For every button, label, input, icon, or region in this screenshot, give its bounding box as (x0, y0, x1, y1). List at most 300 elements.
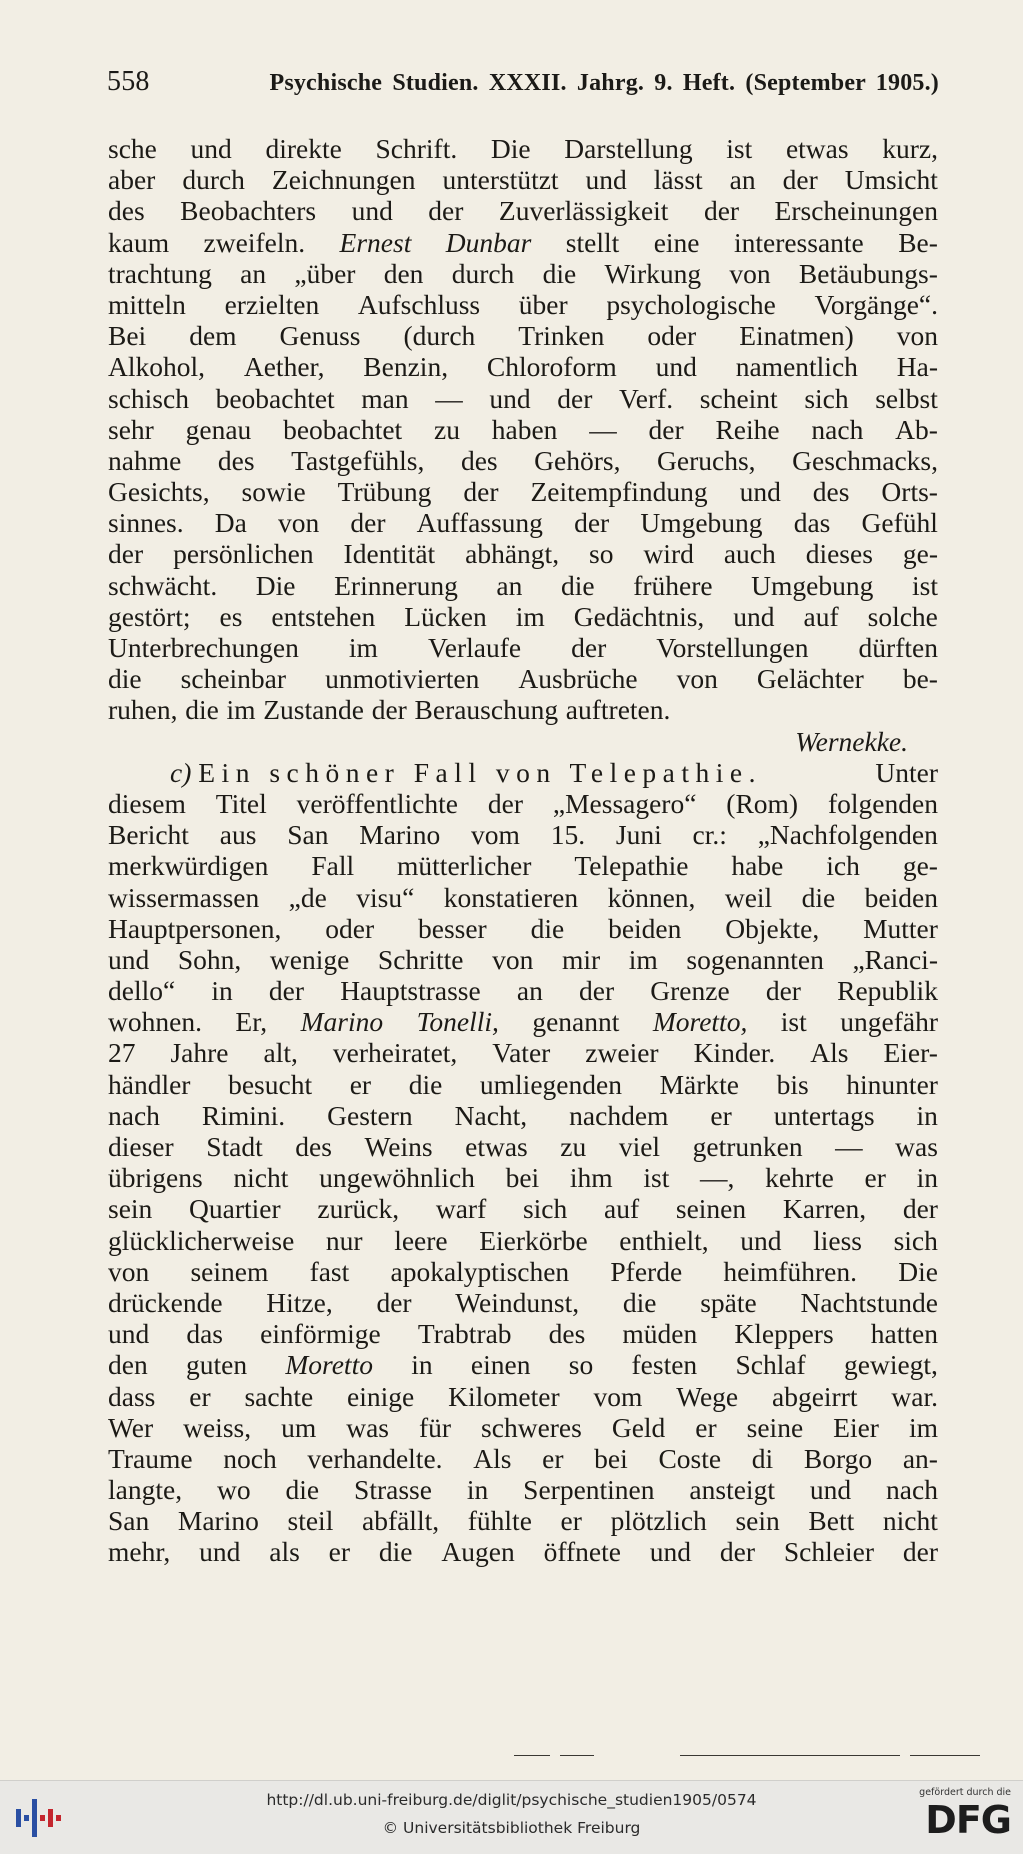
word: an (516, 975, 543, 1007)
section-c-label-and-title (170, 757, 762, 788)
word: Quartier (189, 1193, 281, 1225)
word: dieses (805, 538, 873, 570)
word: Ernest (339, 226, 412, 258)
word: getrunken (692, 1131, 803, 1162)
word: (Rom) (726, 787, 799, 819)
word: Wer (108, 1411, 154, 1443)
word: auch (723, 538, 776, 570)
word: er (560, 1505, 582, 1537)
word: den (383, 257, 424, 289)
copyright-notice: © Universitätsbibliothek Freiburg (382, 1819, 641, 1837)
word: merkwürdigen (108, 850, 269, 882)
word: kehrte (765, 1162, 834, 1194)
word: nicht (233, 1162, 289, 1194)
word: fühlte (467, 1505, 532, 1537)
word: plötzlich (610, 1505, 707, 1537)
word: Beobachters (180, 195, 317, 227)
text-line (108, 538, 938, 569)
word: besser (417, 912, 487, 944)
word: öffnete (543, 1536, 621, 1568)
word: interessante (733, 226, 864, 258)
word: an (240, 257, 267, 289)
word: 27 (108, 1037, 136, 1069)
word: sich (522, 1193, 568, 1225)
word: aus (219, 819, 257, 851)
word: er (328, 1536, 351, 1568)
text-line (108, 289, 938, 320)
word: direkte (265, 133, 342, 164)
word: sinnes. (108, 507, 184, 539)
word: Vorgänge“. (814, 288, 938, 320)
word: beobachtet (215, 382, 335, 414)
word: einen (470, 1349, 531, 1381)
word: im (908, 1411, 938, 1443)
word: den (108, 1349, 148, 1381)
word: im (515, 600, 545, 632)
dfg-logo-icon[interactable] (901, 1787, 1011, 1849)
word: —, (700, 1162, 735, 1194)
word: die (185, 694, 219, 726)
word: der (703, 195, 740, 227)
word: so (568, 1349, 594, 1381)
text-line (108, 507, 938, 538)
word: ich (826, 850, 860, 882)
word: späte (700, 1286, 757, 1318)
word: auf (604, 1193, 640, 1225)
word: Gedächtnis, (573, 600, 705, 632)
word: psychologische (606, 288, 776, 320)
word: Ab- (895, 413, 938, 445)
word: man (361, 382, 409, 414)
word: an- (902, 1442, 938, 1474)
word: trachtung (108, 257, 212, 289)
word: Zuverlässigkeit (498, 195, 669, 227)
word: festen (631, 1349, 698, 1381)
word: genannt (532, 1006, 620, 1038)
word: sachte (244, 1380, 314, 1412)
word: Schlaf (735, 1349, 806, 1381)
word: der (371, 694, 407, 726)
word: die (108, 663, 142, 695)
word: etwas (785, 133, 849, 164)
word: enthielt, (619, 1224, 709, 1256)
word: Auffassung (416, 507, 543, 539)
word: auf (803, 600, 839, 632)
word: alt, (263, 1037, 298, 1069)
word: Alkohol, (108, 351, 206, 383)
word: Verlaufe (427, 632, 522, 663)
word: des (460, 444, 498, 476)
text-line (108, 882, 938, 913)
word: Pferde (610, 1255, 683, 1287)
word: „Nachfolgenden (757, 819, 938, 851)
word: dieser (108, 1131, 174, 1162)
word: auftreten. (565, 694, 671, 726)
word: abhängt, (465, 538, 560, 570)
word: Gefühl (861, 507, 938, 539)
word: „de (288, 881, 327, 913)
word: er (695, 1411, 717, 1443)
word: Be- (898, 226, 938, 258)
main-text (108, 133, 938, 1568)
word: der (350, 507, 386, 539)
word: mütterlicher (397, 850, 532, 882)
word: Ha- (896, 351, 938, 383)
word: Grenze (650, 975, 730, 1007)
word: dello“ (108, 975, 176, 1007)
word: der (268, 975, 305, 1007)
word: Eier (833, 1411, 879, 1443)
text-line (108, 663, 938, 694)
word: dürften (858, 632, 938, 663)
word: im (226, 694, 256, 726)
word: zweier (585, 1037, 659, 1069)
word: bei (505, 1162, 540, 1194)
word: Moretto, (652, 1006, 748, 1038)
text-line (108, 1318, 938, 1349)
word: Marino (300, 1006, 384, 1038)
word: der (579, 975, 615, 1007)
word: das (186, 1318, 224, 1350)
word: in (916, 1162, 938, 1194)
word: er (710, 1099, 732, 1131)
word: konstatieren (443, 881, 579, 913)
journal-title: Psychische Studien. XXXII. Jahrg. 9. Heft. (269, 70, 736, 96)
word: Die (255, 569, 296, 601)
word: ist (911, 569, 938, 601)
word: können, (607, 881, 696, 913)
word: Schrift. (375, 133, 458, 164)
word: ungewöhnlich (319, 1162, 475, 1194)
text-line (108, 445, 938, 476)
text-line (108, 1193, 938, 1224)
word: er (864, 1162, 886, 1194)
page-header (107, 66, 939, 106)
word: aber (108, 164, 156, 196)
word: müden (622, 1318, 698, 1350)
word: Wirkung (604, 257, 702, 289)
text-line (108, 1349, 938, 1380)
word: im (348, 632, 378, 663)
word: Umgebung (751, 569, 874, 601)
word: die (285, 1474, 320, 1506)
word: Trabtrab (417, 1318, 512, 1350)
word: Chloroform (486, 351, 617, 383)
word: oder (325, 912, 375, 944)
word: kurz, (882, 133, 938, 164)
word: Berauschung (414, 694, 559, 726)
word: ge- (902, 538, 938, 570)
word: stellt (565, 226, 620, 258)
word: nach (886, 1474, 938, 1506)
word: verheiratet, (332, 1037, 458, 1069)
word: und (351, 195, 393, 227)
word: ist (726, 133, 753, 164)
word: zu (560, 1131, 587, 1162)
word: Karren, (782, 1193, 867, 1225)
word: selbst (875, 382, 938, 414)
text-line (108, 819, 938, 850)
word: diesem (108, 787, 186, 819)
word: Strasse (354, 1474, 432, 1506)
word: abfällt, (361, 1505, 440, 1537)
text-line (108, 913, 938, 944)
word: von (896, 320, 938, 352)
text-line (108, 570, 938, 601)
text-line (108, 351, 938, 382)
word: einförmige (260, 1318, 381, 1350)
word: frühere (633, 569, 713, 601)
word: für (418, 1411, 452, 1443)
text-line (108, 694, 938, 725)
word: genau (185, 413, 252, 445)
text-line (108, 632, 938, 663)
word: schwächt. (108, 569, 218, 601)
word: Gelächter (756, 663, 864, 695)
word: und (108, 943, 150, 975)
word: ge- (902, 850, 938, 882)
word: Er, (235, 1006, 268, 1038)
word: in (411, 1349, 433, 1381)
word: durch (182, 164, 245, 196)
word: Coste (658, 1442, 722, 1474)
word: (durch (403, 320, 476, 352)
word: unmotivierten (325, 663, 480, 695)
word: gestört; (108, 600, 191, 632)
word: persönlichen (173, 538, 314, 570)
word: ihm (569, 1162, 613, 1194)
word: Zeitempfindung (530, 476, 708, 508)
word: war. (891, 1380, 938, 1412)
word: dem (189, 320, 237, 352)
footer-rule-segment (910, 1755, 980, 1756)
word: von (676, 663, 718, 695)
word: seine (746, 1411, 804, 1443)
word: sogenannten (686, 943, 824, 975)
word: wird (643, 538, 694, 570)
word: Gestern (327, 1099, 413, 1131)
word: Geruchs, (657, 444, 756, 476)
paragraph-dunbar (108, 133, 938, 726)
text-line (108, 1505, 938, 1536)
word: verhandelte. (307, 1442, 443, 1474)
dfg-wordmark: DFG (925, 1798, 1011, 1842)
word: steil (287, 1505, 334, 1537)
word: die (542, 257, 577, 289)
word: die (560, 569, 595, 601)
word: schisch (108, 382, 189, 414)
word: der (574, 507, 610, 539)
word: nachdem (569, 1099, 669, 1131)
word: der (765, 975, 801, 1007)
word: in (466, 1474, 489, 1506)
word: glücklicherweise (108, 1224, 295, 1256)
word: Umgebung (640, 507, 763, 539)
word: Lücken (404, 600, 487, 632)
word: viel (618, 1131, 661, 1162)
word: schweres (481, 1411, 582, 1443)
word: hatten (870, 1318, 938, 1350)
word: Zeichnungen (271, 164, 416, 196)
word: sein (735, 1505, 780, 1537)
word: zurück, (317, 1193, 400, 1225)
word: durch (451, 257, 515, 289)
word: der (557, 382, 593, 414)
word: etwas (465, 1131, 528, 1162)
word: Eier- (883, 1037, 938, 1069)
word: Augen (441, 1536, 515, 1568)
word: eine (653, 226, 700, 258)
page-number: 558 (107, 66, 150, 97)
word: und (655, 351, 697, 383)
word: der (487, 787, 523, 819)
word: und (809, 1474, 852, 1506)
word: Ausbrüche (518, 663, 638, 695)
word: beobachtet (283, 413, 403, 445)
word: weil (724, 881, 773, 913)
word: haben (491, 413, 558, 445)
word: Erscheinungen (774, 195, 938, 227)
word: und (733, 600, 775, 632)
word: liess (813, 1224, 862, 1256)
word: ungefähr (840, 1006, 938, 1038)
word: um (281, 1411, 317, 1443)
word: Darstellung (564, 133, 693, 164)
word: der (902, 1536, 938, 1568)
word: beiden (864, 881, 938, 913)
word: sich (893, 1224, 938, 1256)
word: Märkte (659, 1068, 739, 1100)
word: scheint (699, 382, 778, 414)
word: unterstützt (442, 164, 559, 196)
word: Verf. (618, 382, 674, 414)
word: Unterbrechungen (108, 632, 299, 663)
footer-rule-segment (680, 1755, 900, 1756)
word: Vater (492, 1037, 551, 1069)
word: Geschmacks, (792, 444, 938, 476)
word: — (435, 382, 463, 414)
word: Jahre (170, 1037, 229, 1069)
word: der (108, 538, 144, 570)
word: Hauptpersonen, (108, 912, 282, 944)
word: er (349, 1068, 372, 1100)
word: Mutter (863, 912, 938, 944)
word: nach (811, 413, 864, 445)
word: fast (309, 1255, 350, 1287)
word: Gehörs, (534, 444, 621, 476)
text-line (108, 1287, 938, 1318)
word: kaum (108, 226, 170, 258)
word: was (346, 1411, 389, 1443)
permalink-url[interactable]: http://dl.ub.uni-freiburg.de/diglit/psychische_studien1905/0574 (266, 1791, 757, 1809)
word: Vorstellungen (656, 632, 809, 663)
word: er (542, 1442, 564, 1474)
word: besucht (228, 1068, 313, 1100)
word: in (211, 975, 233, 1007)
word: Juni (615, 819, 662, 851)
word: wissermassen (108, 881, 260, 913)
word: noch (223, 1442, 277, 1474)
word: untertags (773, 1099, 875, 1131)
text-line (108, 1381, 938, 1412)
word: es (219, 600, 243, 632)
section-c-heading-line (108, 757, 938, 788)
word: der (782, 164, 818, 196)
word: wohnen. (108, 1006, 202, 1038)
word: des (295, 1131, 332, 1162)
word: Tastgefühls, (291, 444, 425, 476)
word: nicht (882, 1505, 938, 1537)
word: so (589, 538, 614, 570)
word: Wege (676, 1380, 739, 1412)
word: der (376, 1286, 412, 1318)
word: sehr (108, 413, 154, 445)
word: Tonelli, (416, 1006, 499, 1038)
word: des (548, 1318, 586, 1350)
word: Schritte (377, 943, 464, 975)
word: Orts- (881, 476, 938, 508)
word: und (585, 164, 627, 196)
word: namentlich (735, 351, 858, 383)
word: „Messagero“ (552, 787, 697, 819)
word: San (287, 819, 329, 851)
text-line (108, 1474, 938, 1505)
word: Reihe (715, 413, 780, 445)
word: wenige (269, 943, 350, 975)
dfg-caption: gefördert durch die (919, 1787, 1011, 1798)
text-line (108, 1225, 938, 1256)
issue-date: (September 1905.) (745, 70, 939, 96)
word: ist (643, 1162, 670, 1194)
word: Einatmen) (739, 320, 854, 352)
word: nahme (108, 444, 182, 476)
word: nach (108, 1099, 160, 1131)
word: gewiegt, (844, 1349, 938, 1381)
word: apokalyptischen (390, 1255, 570, 1287)
text-line (108, 1162, 938, 1193)
word: Gesichts, (108, 476, 210, 508)
text-line (108, 476, 938, 507)
text-line (108, 227, 938, 258)
word: 15. (550, 819, 586, 851)
word: Umsicht (844, 164, 938, 196)
text-line (108, 944, 938, 975)
word: Bett (808, 1505, 855, 1537)
word: er (189, 1380, 211, 1412)
word: die (530, 912, 565, 944)
word: einige (347, 1380, 415, 1412)
word: sche (108, 133, 157, 164)
word: der (719, 1536, 756, 1568)
word: Die (898, 1255, 938, 1287)
text-line (108, 1100, 938, 1131)
word: umliegenden (479, 1068, 622, 1100)
word: zweifeln. (203, 226, 306, 258)
section-title: Ein schöner Fall von Telepathie. (198, 756, 762, 788)
word: ist (780, 1006, 807, 1038)
word: Weins (364, 1131, 433, 1162)
word: sich (804, 382, 849, 414)
word: das (793, 507, 831, 539)
word: lässt (653, 164, 703, 196)
word: abgeirrt (772, 1380, 858, 1412)
word: guten (186, 1349, 248, 1381)
word: Nachtstunde (800, 1286, 938, 1318)
word: leere (394, 1224, 448, 1256)
word: Da (214, 507, 247, 539)
word: und (489, 382, 531, 414)
word: ruhen, (108, 694, 178, 726)
